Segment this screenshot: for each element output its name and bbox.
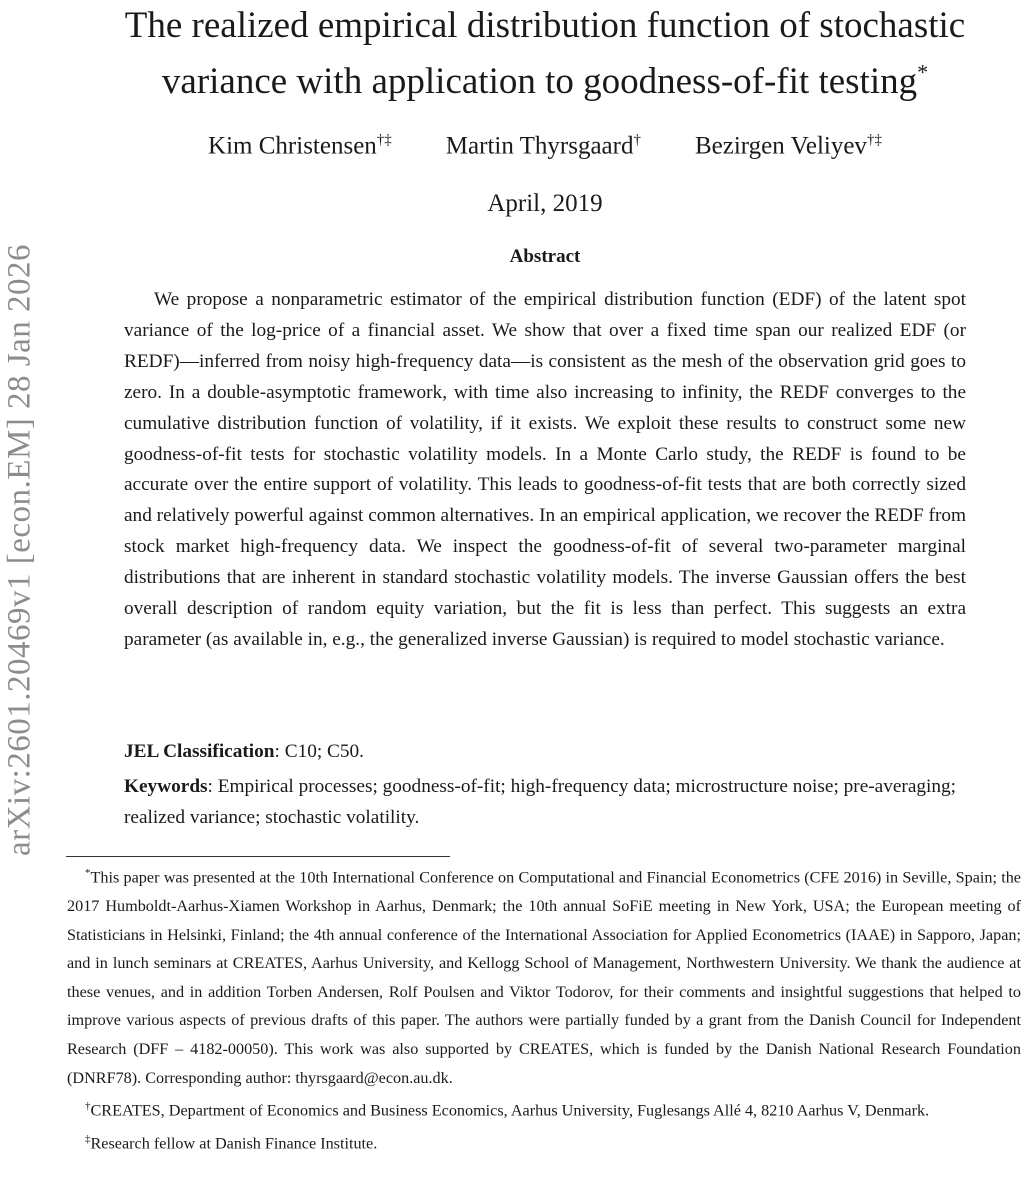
footnote: *This paper was presented at the 10th International Conference on Computational and Financial Econometrics (CFE 2016) in Seville, Spain; the 2017 Humboldt-Aarhus-Xiamen Workshop in Aarhus, Denmark; the 10th annual SoFiE meeting in New York, USA; the European meeting of Statisticians in Helsinki, Finland; the 4th annual conference of the International Association for Applied Econometrics (IAAE) in Sapporo, Japan; and in lunch seminars at CREATES, Aarhus University, and Kellogg School of Management, Northwestern University. We thank the audience at these venues, and in addition Torben Andersen, Rolf Poulsen and Viktor Todorov, for their comments and insightful suggestions that helped to improve various aspects of previous drafts of this paper. The authors were partially funded by a grant from the Danish Council for Independent Research (DFF – 4182-00050). This work was also supported by CREATES, which is funded by the Danish National Research Foundation (DNRF78). Corresponding author: thyrsgaard@econ.au.dk. [67,867,1021,1087]
footnote-divider [66,856,450,857]
jel-classification [124,737,966,768]
paper-title [60,0,1022,110]
keywords-value: : Empirical processes; goodness-of-fit; high-frequency data; microstructure noise; pre-averaging; realized variance; stochastic volatility. [124,776,957,828]
arxiv-stamp [0,200,40,900]
footnotes [67,859,1021,1158]
author: Bezirgen Veliyev†‡ [694,132,882,160]
author-list [60,132,1022,160]
author: Kim Christensen†‡ [208,132,392,160]
title-line-2: variance with application to goodness-of-fit testing [161,61,918,102]
keywords [124,772,966,834]
abstract-body: We propose a nonparametric estimator of the empirical distribution function (EDF) of the latent spot variance of the log-price of a financial asset. We show that over a fixed time span our realized EDF (or REDF)—inferred from noisy high-frequency data—is consistent as the mesh of the observation grid goes to zero. In a double-asymptotic framework, with time also increasing to infinity, the REDF converges to the cumulative distribution function of volatility, if it exists. We exploit these results to construct some new goodness-of-fit tests for stochastic volatility models. In a Monte Carlo study, the REDF is found to be accurate over the entire support of volatility. This leads to goodness-of-fit tests that are both correctly sized and relatively powerful against common alternatives. In an empirical application, we recover the REDF from stock market high-frequency data. We inspect the goodness-of-fit of several two-parameter marginal distributions that are inherent in standard stochastic volatility models. The inverse Gaussian offers the best overall description of random equity variation, but the fit is less than perfect. This suggests an extra parameter (as available in, e.g., the generalized inverse Gaussian) is required to model stochastic variance. [124,289,966,650]
publication-date: April, 2019 [487,190,603,217]
author: Martin Thyrsgaard† [445,132,641,160]
jel-value: : C10; C50. [274,741,364,762]
arxiv-identifier: arXiv:2601.20469v1 [econ.EM] 28 Jan 2026 [1,243,38,857]
jel-label: JEL Classification [124,741,275,762]
abstract-heading: Abstract [509,246,581,267]
keywords-label: Keywords [124,776,208,797]
footnote: ‡Research fellow at Danish Finance Institute. [85,1133,378,1153]
title-footnote-mark: * [917,59,929,85]
footnote: †CREATES, Department of Economics and Business Economics, Aarhus University, Fuglesangs Allé 4, 8210 Aarhus V, Denmark. [85,1100,930,1120]
title-line-1: The realized empirical distribution function of stochastic [124,5,966,46]
